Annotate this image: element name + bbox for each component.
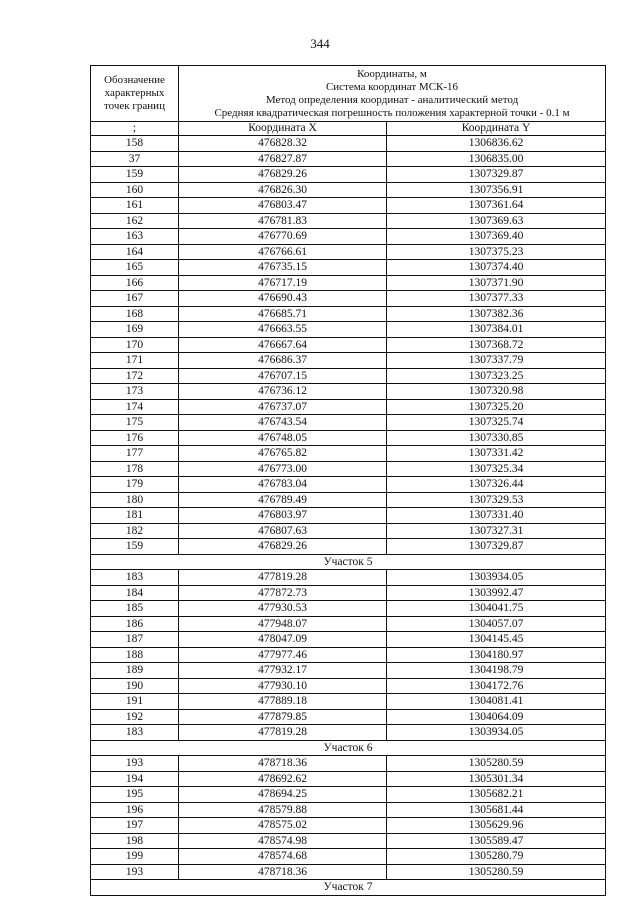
coordinate-x-cell: 478047.09	[179, 632, 387, 648]
coordinate-x-cell: 476803.97	[179, 508, 387, 524]
coordinate-y-cell: 1304057.07	[387, 616, 606, 632]
table-row	[91, 818, 606, 834]
coordinate-y-cell: 1307329.87	[387, 167, 606, 183]
table-row	[91, 616, 606, 632]
coordinate-y-cell: 1305589.47	[387, 833, 606, 849]
table-row	[91, 461, 606, 477]
point-id-cell: 198	[91, 833, 179, 849]
point-id-cell: 177	[91, 446, 179, 462]
point-id-cell: 184	[91, 585, 179, 601]
point-id-cell: 195	[91, 787, 179, 803]
table-row	[91, 275, 606, 291]
coordinate-y-cell: 1304198.79	[387, 663, 606, 679]
header-right-line: Метод определения координат - аналитический метод	[265, 94, 519, 106]
coordinate-x-cell: 476663.55	[179, 322, 387, 338]
coordinate-x-header: Координата X	[179, 122, 387, 136]
coordinate-x-cell: 476686.37	[179, 353, 387, 369]
coordinate-x-cell: 476766.61	[179, 244, 387, 260]
table-row	[91, 384, 606, 400]
point-id-cell: 178	[91, 461, 179, 477]
point-id-cell: 187	[91, 632, 179, 648]
coordinate-y-cell: 1307320.98	[387, 384, 606, 400]
table-row	[91, 399, 606, 415]
coordinate-y-cell: 1306836.62	[387, 136, 606, 152]
point-id-cell: 163	[91, 229, 179, 245]
section-label: Участок 6	[91, 740, 606, 756]
coordinate-y-cell: 1307327.31	[387, 523, 606, 539]
coordinate-x-cell: 478718.36	[179, 864, 387, 880]
coordinate-y-cell: 1305280.59	[387, 864, 606, 880]
table-row	[91, 430, 606, 446]
table-row	[91, 570, 606, 586]
table-row	[91, 523, 606, 539]
table-row	[91, 601, 606, 617]
coordinate-y-cell: 1304145.45	[387, 632, 606, 648]
table-row	[91, 802, 606, 818]
coordinate-x-cell: 477932.17	[179, 663, 387, 679]
section-row	[91, 554, 606, 570]
coordinate-x-cell: 476829.26	[179, 539, 387, 555]
point-id-cell: 182	[91, 523, 179, 539]
coordinate-y-cell: 1303934.05	[387, 570, 606, 586]
coordinate-x-cell: 478574.98	[179, 833, 387, 849]
coordinate-x-cell: 476737.07	[179, 399, 387, 415]
table-row	[91, 477, 606, 493]
point-id-cell: 188	[91, 647, 179, 663]
coordinates-header	[179, 66, 606, 122]
table-row	[91, 353, 606, 369]
table-row	[91, 446, 606, 462]
coordinate-y-cell: 1307330.85	[387, 430, 606, 446]
coordinate-y-cell: 1307377.33	[387, 291, 606, 307]
point-id-cell: 160	[91, 182, 179, 198]
section-row	[91, 880, 606, 896]
point-id-cell: 194	[91, 771, 179, 787]
coordinate-x-cell: 476690.43	[179, 291, 387, 307]
point-id-cell: 193	[91, 864, 179, 880]
table-row	[91, 585, 606, 601]
coordinate-y-cell: 1307369.63	[387, 213, 606, 229]
table-row	[91, 136, 606, 152]
table-row	[91, 368, 606, 384]
table-row	[91, 787, 606, 803]
header-row	[91, 66, 606, 122]
coordinate-y-header: Координата Y	[387, 122, 606, 136]
coordinate-x-cell: 478575.02	[179, 818, 387, 834]
point-id-cell: 179	[91, 477, 179, 493]
coordinate-y-cell: 1307369.40	[387, 229, 606, 245]
table-row	[91, 694, 606, 710]
coordinate-x-cell: 476827.87	[179, 151, 387, 167]
coordinate-x-cell: 478574.68	[179, 849, 387, 865]
coordinate-y-cell: 1307375.23	[387, 244, 606, 260]
subheader-left: ;	[91, 122, 179, 136]
coordinate-y-cell: 1307329.53	[387, 492, 606, 508]
coordinate-x-cell: 476770.69	[179, 229, 387, 245]
point-id-cell: 168	[91, 306, 179, 322]
point-id-cell: 176	[91, 430, 179, 446]
table-row	[91, 182, 606, 198]
table-row	[91, 678, 606, 694]
table-row	[91, 229, 606, 245]
coordinate-y-cell: 1304041.75	[387, 601, 606, 617]
point-id-cell: 158	[91, 136, 179, 152]
coordinates-table-body	[91, 66, 606, 896]
coordinate-y-cell: 1307329.87	[387, 539, 606, 555]
point-id-cell: 196	[91, 802, 179, 818]
coordinate-x-cell: 476829.26	[179, 167, 387, 183]
header-left-line: точек границ	[104, 100, 165, 112]
table-row	[91, 415, 606, 431]
table-row	[91, 539, 606, 555]
header-left-line: характерных	[104, 87, 165, 99]
coordinate-x-cell: 476783.04	[179, 477, 387, 493]
coordinate-x-cell: 477872.73	[179, 585, 387, 601]
point-id-cell: 37	[91, 151, 179, 167]
coordinate-x-cell: 476828.32	[179, 136, 387, 152]
point-id-cell: 185	[91, 601, 179, 617]
coordinate-x-cell: 476748.05	[179, 430, 387, 446]
point-id-cell: 181	[91, 508, 179, 524]
table-row	[91, 306, 606, 322]
coordinate-x-cell: 477930.10	[179, 678, 387, 694]
point-id-cell: 173	[91, 384, 179, 400]
table-row	[91, 291, 606, 307]
coordinate-y-cell: 1307384.01	[387, 322, 606, 338]
coordinate-y-cell: 1304172.76	[387, 678, 606, 694]
point-id-cell: 192	[91, 709, 179, 725]
table-row	[91, 771, 606, 787]
coordinate-x-cell: 477879.85	[179, 709, 387, 725]
point-id-cell: 189	[91, 663, 179, 679]
point-id-cell: 172	[91, 368, 179, 384]
table-row	[91, 244, 606, 260]
coordinate-x-cell: 476781.83	[179, 213, 387, 229]
table-row	[91, 322, 606, 338]
coordinate-y-cell: 1304180.97	[387, 647, 606, 663]
coordinate-y-cell: 1304064.09	[387, 709, 606, 725]
coordinate-y-cell: 1305682.21	[387, 787, 606, 803]
point-id-cell: 164	[91, 244, 179, 260]
table-row	[91, 213, 606, 229]
point-id-cell: 180	[91, 492, 179, 508]
section-label: Участок 5	[91, 554, 606, 570]
point-id-cell: 190	[91, 678, 179, 694]
coordinate-y-cell: 1307337.79	[387, 353, 606, 369]
table-row	[91, 632, 606, 648]
coordinate-x-cell: 478579.88	[179, 802, 387, 818]
coordinate-x-cell: 477889.18	[179, 694, 387, 710]
coordinate-y-cell: 1307323.25	[387, 368, 606, 384]
coordinate-y-cell: 1305280.79	[387, 849, 606, 865]
coordinate-y-cell: 1303934.05	[387, 725, 606, 741]
point-id-cell: 183	[91, 570, 179, 586]
coordinate-x-cell: 478694.25	[179, 787, 387, 803]
point-id-cell: 199	[91, 849, 179, 865]
subheader-row	[91, 122, 606, 136]
header-right-line: Координаты, м	[357, 68, 427, 80]
table-row	[91, 725, 606, 741]
table-row	[91, 492, 606, 508]
point-id-cell: 167	[91, 291, 179, 307]
table-row	[91, 260, 606, 276]
point-id-cell: 191	[91, 694, 179, 710]
table-row	[91, 709, 606, 725]
coordinate-x-cell: 476773.00	[179, 461, 387, 477]
point-id-cell: 166	[91, 275, 179, 291]
coordinate-y-cell: 1307371.90	[387, 275, 606, 291]
table-row	[91, 167, 606, 183]
coordinate-y-cell: 1307361.64	[387, 198, 606, 214]
coordinate-y-cell: 1307356.91	[387, 182, 606, 198]
coordinate-x-cell: 476743.54	[179, 415, 387, 431]
coordinate-y-cell: 1307325.34	[387, 461, 606, 477]
table-row	[91, 337, 606, 353]
point-id-cell: 186	[91, 616, 179, 632]
table-row	[91, 756, 606, 772]
coordinate-x-cell: 477977.46	[179, 647, 387, 663]
table-row	[91, 151, 606, 167]
section-row	[91, 740, 606, 756]
coordinate-y-cell: 1307368.72	[387, 337, 606, 353]
point-id-cell: 183	[91, 725, 179, 741]
coordinate-y-cell: 1307331.40	[387, 508, 606, 524]
point-id-cell: 175	[91, 415, 179, 431]
coordinate-x-cell: 477819.28	[179, 570, 387, 586]
point-id-cell: 159	[91, 167, 179, 183]
point-id-cell: 165	[91, 260, 179, 276]
coordinate-x-cell: 476735.15	[179, 260, 387, 276]
header-left-line: Обозначение	[104, 74, 165, 86]
point-id-cell: 197	[91, 818, 179, 834]
section-label: Участок 7	[91, 880, 606, 896]
point-id-cell: 171	[91, 353, 179, 369]
coordinate-x-cell: 476765.82	[179, 446, 387, 462]
coordinate-x-cell: 477948.07	[179, 616, 387, 632]
table-row	[91, 198, 606, 214]
point-id-cell: 170	[91, 337, 179, 353]
point-id-cell: 161	[91, 198, 179, 214]
coordinate-x-cell: 477930.53	[179, 601, 387, 617]
point-id-cell: 193	[91, 756, 179, 772]
coordinate-x-cell: 476807.63	[179, 523, 387, 539]
coordinate-y-cell: 1304081.41	[387, 694, 606, 710]
coordinate-y-cell: 1307374.40	[387, 260, 606, 276]
coordinate-y-cell: 1307325.74	[387, 415, 606, 431]
point-id-cell: 174	[91, 399, 179, 415]
point-designation-header	[91, 66, 179, 122]
coordinate-y-cell: 1303992.47	[387, 585, 606, 601]
table-row	[91, 647, 606, 663]
coordinate-y-cell: 1307382.36	[387, 306, 606, 322]
coordinate-y-cell: 1305629.96	[387, 818, 606, 834]
coordinate-y-cell: 1307326.44	[387, 477, 606, 493]
header-right-line: Система координат МСК-16	[325, 81, 459, 93]
coordinate-x-cell: 476667.64	[179, 337, 387, 353]
table-row	[91, 663, 606, 679]
coordinates-table	[90, 65, 606, 896]
coordinate-x-cell: 476803.47	[179, 198, 387, 214]
table-row	[91, 833, 606, 849]
coordinate-x-cell: 476685.71	[179, 306, 387, 322]
coordinate-y-cell: 1307325.20	[387, 399, 606, 415]
coordinate-x-cell: 476826.30	[179, 182, 387, 198]
coordinate-y-cell: 1305280.59	[387, 756, 606, 772]
table-row	[91, 849, 606, 865]
page-number: 344	[310, 36, 330, 51]
coordinate-y-cell: 1307331.42	[387, 446, 606, 462]
point-id-cell: 162	[91, 213, 179, 229]
coordinate-x-cell: 477819.28	[179, 725, 387, 741]
table-row	[91, 864, 606, 880]
point-id-cell: 169	[91, 322, 179, 338]
coordinate-x-cell: 476789.49	[179, 492, 387, 508]
coordinate-y-cell: 1305681.44	[387, 802, 606, 818]
coordinate-x-cell: 476736.12	[179, 384, 387, 400]
coordinate-x-cell: 478718.36	[179, 756, 387, 772]
coordinate-y-cell: 1306835.00	[387, 151, 606, 167]
point-id-cell: 159	[91, 539, 179, 555]
coordinate-x-cell: 478692.62	[179, 771, 387, 787]
coordinate-x-cell: 476717.19	[179, 275, 387, 291]
header-right-line: Средняя квадратическая погрешность положения характерной точки - 0.1 м	[214, 107, 570, 119]
table-row	[91, 508, 606, 524]
coordinate-x-cell: 476707.15	[179, 368, 387, 384]
coordinate-y-cell: 1305301.34	[387, 771, 606, 787]
